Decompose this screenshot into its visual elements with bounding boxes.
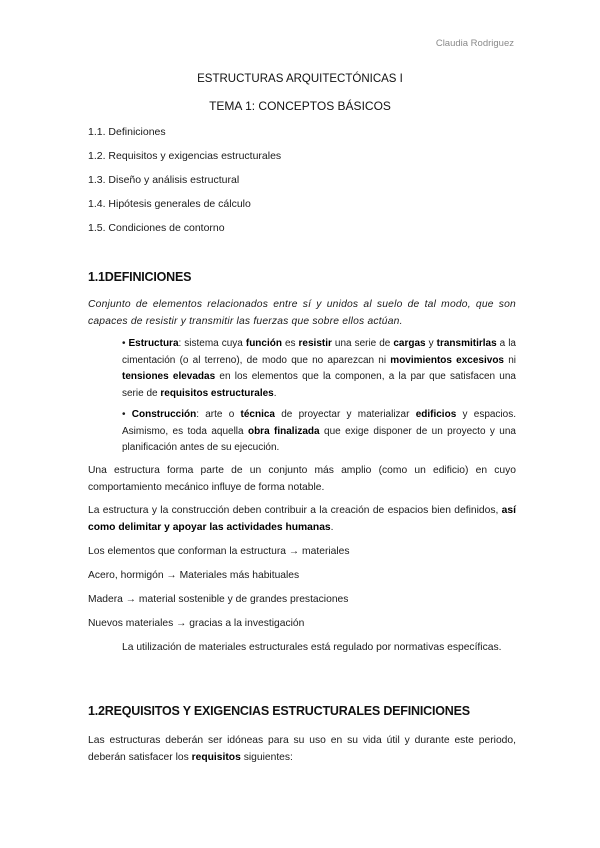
course-title: ESTRUCTURAS ARQUITECTÓNICAS I	[197, 73, 403, 85]
paragraph-requisitos: Las estructuras deberán ser idóneas para su uso en su vida útil y durante este periodo, deberán satisfacer los requisitos siguientes:	[88, 735, 516, 763]
toc-item: 1.2. Requisitos y exigencias estructurales	[88, 150, 282, 162]
material-line: Madera → material sostenible y de grandes prestaciones	[88, 594, 349, 605]
section-heading-definiciones: 1.1DEFINICIONES	[88, 270, 192, 284]
topic-title: TEMA 1: CONCEPTOS BÁSICOS	[209, 99, 391, 113]
material-line: Acero, hormigón → Materiales más habituales	[88, 570, 300, 581]
material-line: Los elementos que conforman la estructura → materiales	[88, 546, 350, 557]
paragraph-conjunto: Una estructura forma parte de un conjunto más amplio (como un edificio) en cuyo comportamiento mecánico influye de forma notable.	[88, 465, 516, 493]
bullet-estructura: • Estructura: sistema cuya función es resistir una serie de cargas y transmitirlas a la cimentación (o al terreno), de modo que no aparezcan ni movimientos excesivos ni tensiones elevadas en los elementos que la componen, a la par que satisfacen una serie de requisitos estructurales.	[122, 338, 516, 399]
paragraph-construccion: La estructura y la construcción deben contribuir a la creación de espacios bien definidos, así como delimitar y apoyar las actividades humanas.	[88, 505, 516, 533]
toc-item: 1.3. Diseño y análisis estructural	[88, 174, 240, 186]
indented-paragraph: La utilización de materiales estructurales está regulado por normativas específicas.	[122, 642, 502, 653]
toc-item: 1.5. Condiciones de contorno	[88, 222, 225, 234]
bullet-construccion: • Construcción: arte o técnica de proyectar y materializar edificios y espacios. Asimismo, es toda aquella obra finalizada que exige disponer de un proyecto y una planificación antes de su ejecución.	[122, 409, 516, 454]
material-line: Nuevos materiales → gracias a la investigación	[88, 618, 305, 629]
author-name: Claudia Rodriguez	[435, 38, 514, 49]
section-heading-requisitos: 1.2REQUISITOS Y EXIGENCIAS ESTRUCTURALES DEFINICIONES	[88, 704, 470, 718]
table-of-contents	[88, 126, 281, 246]
intro-paragraph: Conjunto de elementos relacionados entre sí y unidos al suelo de tal modo, que son capaces de resistir y transmitir las fuerzas que sobre ellos actúan.	[88, 299, 516, 327]
toc-item: 1.1. Definiciones	[88, 126, 166, 138]
toc-item: 1.4. Hipótesis generales de cálculo	[88, 198, 251, 210]
